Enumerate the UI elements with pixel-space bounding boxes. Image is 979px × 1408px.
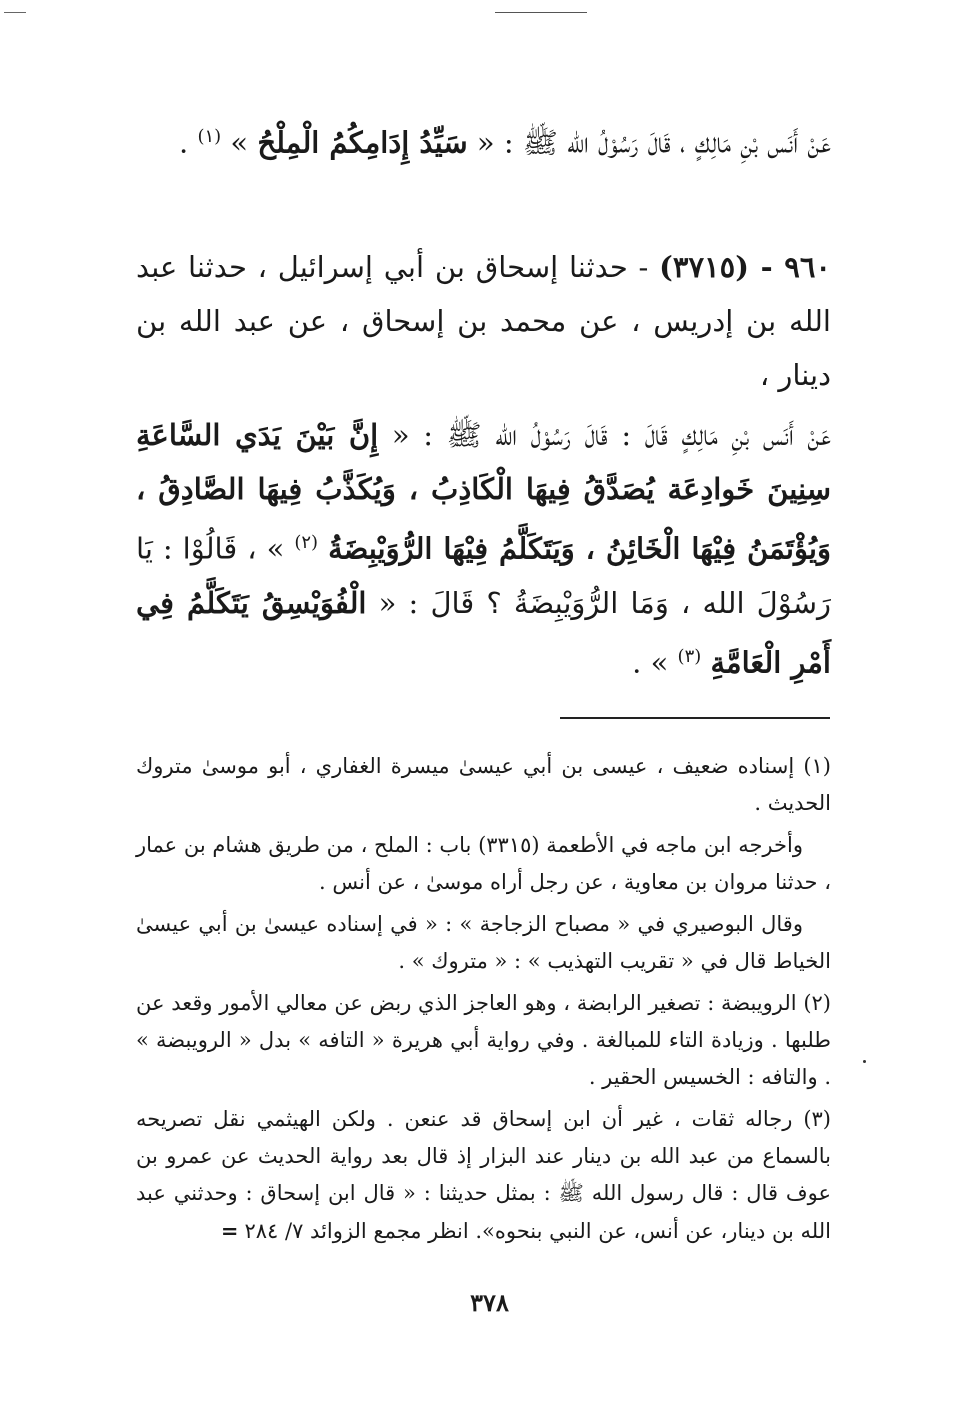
- hadith-continuation-paragraph: [136, 110, 831, 170]
- prophetic-saying: سَيِّدُ إِدَامِكُمُ الْمِلْحُ: [257, 125, 468, 160]
- footnote-marker: (٢): [294, 532, 319, 553]
- footnote-marker: (١): [197, 126, 222, 147]
- page-number: ٣٧٨: [470, 1288, 509, 1317]
- continuation-mark: =: [220, 1218, 239, 1243]
- footnote-text: وقال البوصيري في « مصباح الزجاجة » : « في إسناده عيسىٰ بن أبي عيسىٰ الخياط قال في « تقريب التهذيب » : « متروك » .: [136, 912, 831, 973]
- narration-text: عَنْ أَنَس بْنِ مَالِكٍ ، قَالَ رَسُوْلُ الله ﷺ : «: [476, 125, 831, 160]
- narration-text: عَنْ أَنَس بْنِ مَالِكٍ قَالَ : قَالَ رَسُوْلُ الله ﷺ : «: [391, 418, 832, 452]
- footnote-marker: (٣): [677, 645, 702, 667]
- companions-question: » ، قَالُوْا : يَا رَسُوْلَ الله ، وَمَا الرُّوَيْبِضَةُ ؟ قَالَ : «: [136, 531, 832, 620]
- prophetic-saying: إِنَّ بَيْنَ يَدَي السَّاعَةِ سِنِينَ خَوادِعَة يُصَدَّقُ فِيهَا الْكَاذِبُ ، وَيُكَذَّبُ فِيهَا الصَّادِقُ ، وَيُؤْتَمَنُ فِيْهَا الْخَائِنُ ، وَيَتَكَلَّمُ فِيْهَا الرُّوَيْبِضَةُ: [136, 418, 832, 566]
- scan-corner-mark: [4, 12, 26, 13]
- footnote-1-continued: [136, 906, 831, 980]
- period: .: [179, 125, 189, 160]
- footnote-2: [136, 985, 831, 1096]
- prophetic-saying: الْفُوَيْسِقُ يَتَكَلَّمُ فِي أَمْرِ الْعَامَّةِ: [136, 585, 831, 680]
- footnote-text: وأخرجه ابن ماجه في الأطعمة (٣٣١٥) باب : الملح ، من طريق هشام بن عمار ، حدثنا مروان بن معاوية ، عن رجل أراه موسىٰ ، عن أنس .: [136, 833, 831, 894]
- footnote-text: (٣) رجاله ثقات ، غير أن ابن إسحاق قد عنعن . ولكن الهيثمي نقل تصريحه بالسماع من عبد الله بن دينار عند البزار إذ قال بعد رواية الحديث عن عمرو بن عوف قال : قال رسول الله ﷺ : بمثل حديثنا : « قال ابن إسحاق : وحدثني عبد الله بن دينار، عن أنس، عن النبي بنحوه». انظر مجمع الزوائد ٧/ ٢٨٤: [136, 1107, 831, 1243]
- hadith-960-isnad-paragraph: [136, 240, 831, 402]
- footnote-3: [136, 1101, 831, 1250]
- quote-close: »: [230, 125, 249, 160]
- hadith-number: ٩٦٠ - (٣٧١٥): [659, 250, 831, 284]
- footnotes-section: [136, 748, 831, 1255]
- footnote-text: (١) إسناده ضعيف ، عيسى بن أبي عيسىٰ ميسرة الغفاري ، أبو موسىٰ متروك الحديث .: [136, 754, 831, 815]
- footnote-1: [136, 748, 831, 822]
- header-rule: [495, 12, 587, 13]
- footnote-1-continued: [136, 827, 831, 901]
- footnote-text: (٢) الرويبضة : تصغير الرابضة ، وهو العاجز الذي ربض عن معالي الأمور وقعد عن طلبها . وزيادة التاء للمبالغة . وفي رواية أبي هريرة « التافه » بدل « الرويبضة » . والتافه : الخسيس الحقير .: [136, 991, 831, 1089]
- scan-speck: [863, 1060, 866, 1063]
- hadith-960-matn-paragraph: [136, 408, 831, 689]
- isnad-text: - حدثنا إسحاق بن أبي إسرائيل ، حدثنا عبد الله بن إدريس ، عن محمد بن إسحاق ، عن عبد الله بن دينار ،: [136, 250, 831, 392]
- footnote-separator: [560, 717, 830, 719]
- quote-close: » .: [632, 645, 669, 680]
